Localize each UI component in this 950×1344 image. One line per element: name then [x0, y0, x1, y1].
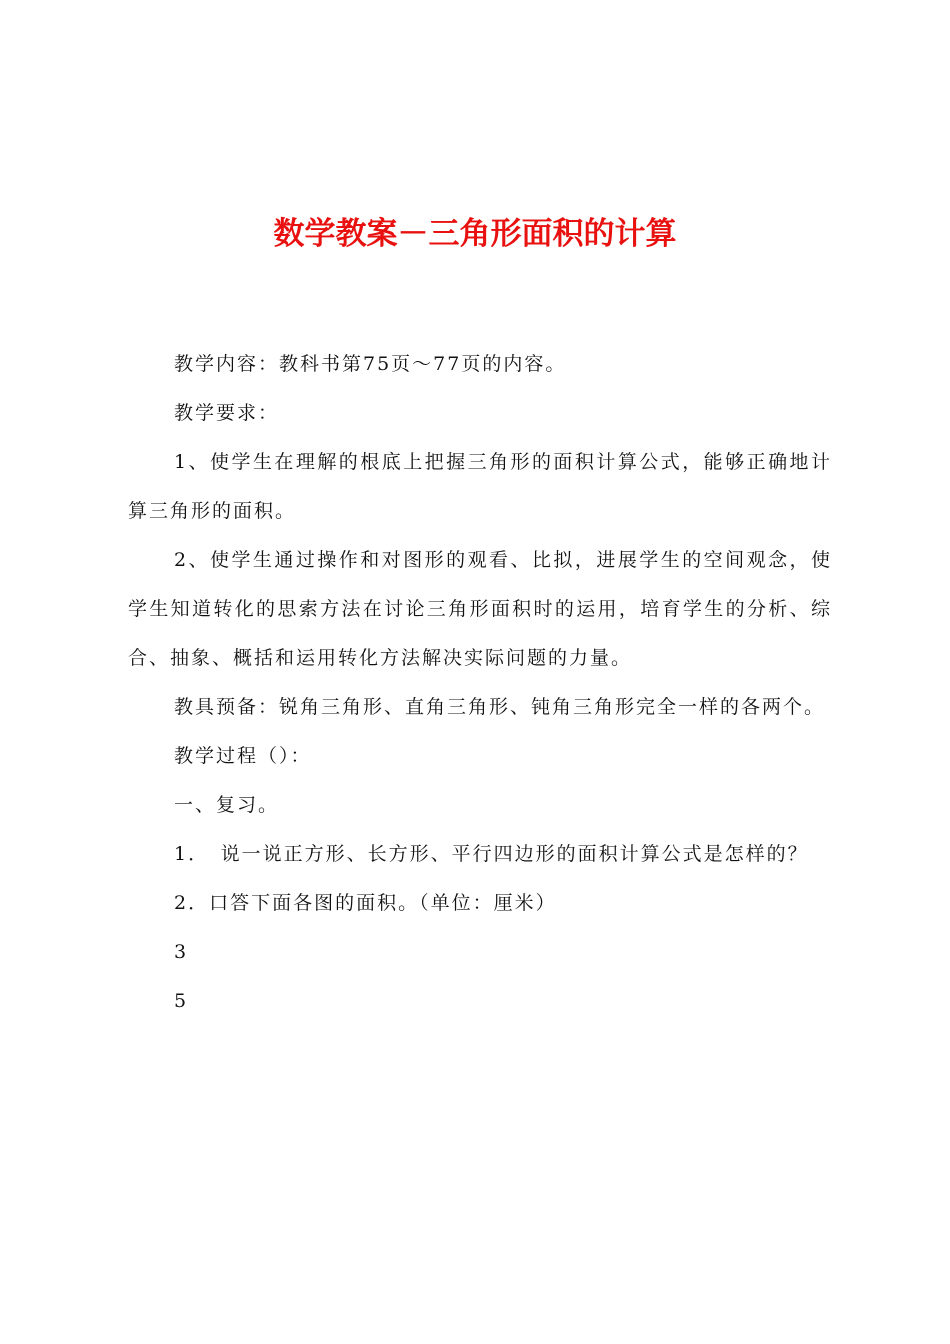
paragraph-number-3: 3	[174, 941, 189, 963]
paragraph-review-item-2: 2．口答下面各图的面积。（单位：厘米）	[174, 892, 557, 914]
paragraph-review-item-1: 1． 说一说正方形、长方形、平行四边形的面积计算公式是怎样的？	[174, 843, 809, 865]
paragraph-teaching-requirements: 教学要求：	[174, 402, 280, 424]
paragraph-requirement-2: 2、使学生通过操作和对图形的观看、比拟，进展学生的空间观念，使学生知道转化的思索方法在讨论三角形面积时的运用，培育学生的分析、综合、抽象、概括和运用转化方法解决实际问题的力量。	[128, 549, 832, 669]
paragraph-requirement-1: 1、使学生在理解的根底上把握三角形的面积计算公式，能够正确地计算三角形的面积。	[128, 451, 832, 522]
paragraph-teaching-process: 教学过程（）：	[174, 745, 312, 767]
paragraph-review-heading: 一、复习。	[174, 794, 280, 816]
document-title: 数学教案－三角形面积的计算	[273, 216, 677, 252]
paragraph-teaching-aids: 教具预备：锐角三角形、直角三角形、钝角三角形完全一样的各两个。	[174, 696, 826, 718]
document-body	[128, 340, 832, 1026]
paragraph-number-5: 5	[174, 990, 189, 1012]
paragraph-teaching-content: 教学内容：教科书第75页～77页的内容。	[174, 353, 567, 375]
